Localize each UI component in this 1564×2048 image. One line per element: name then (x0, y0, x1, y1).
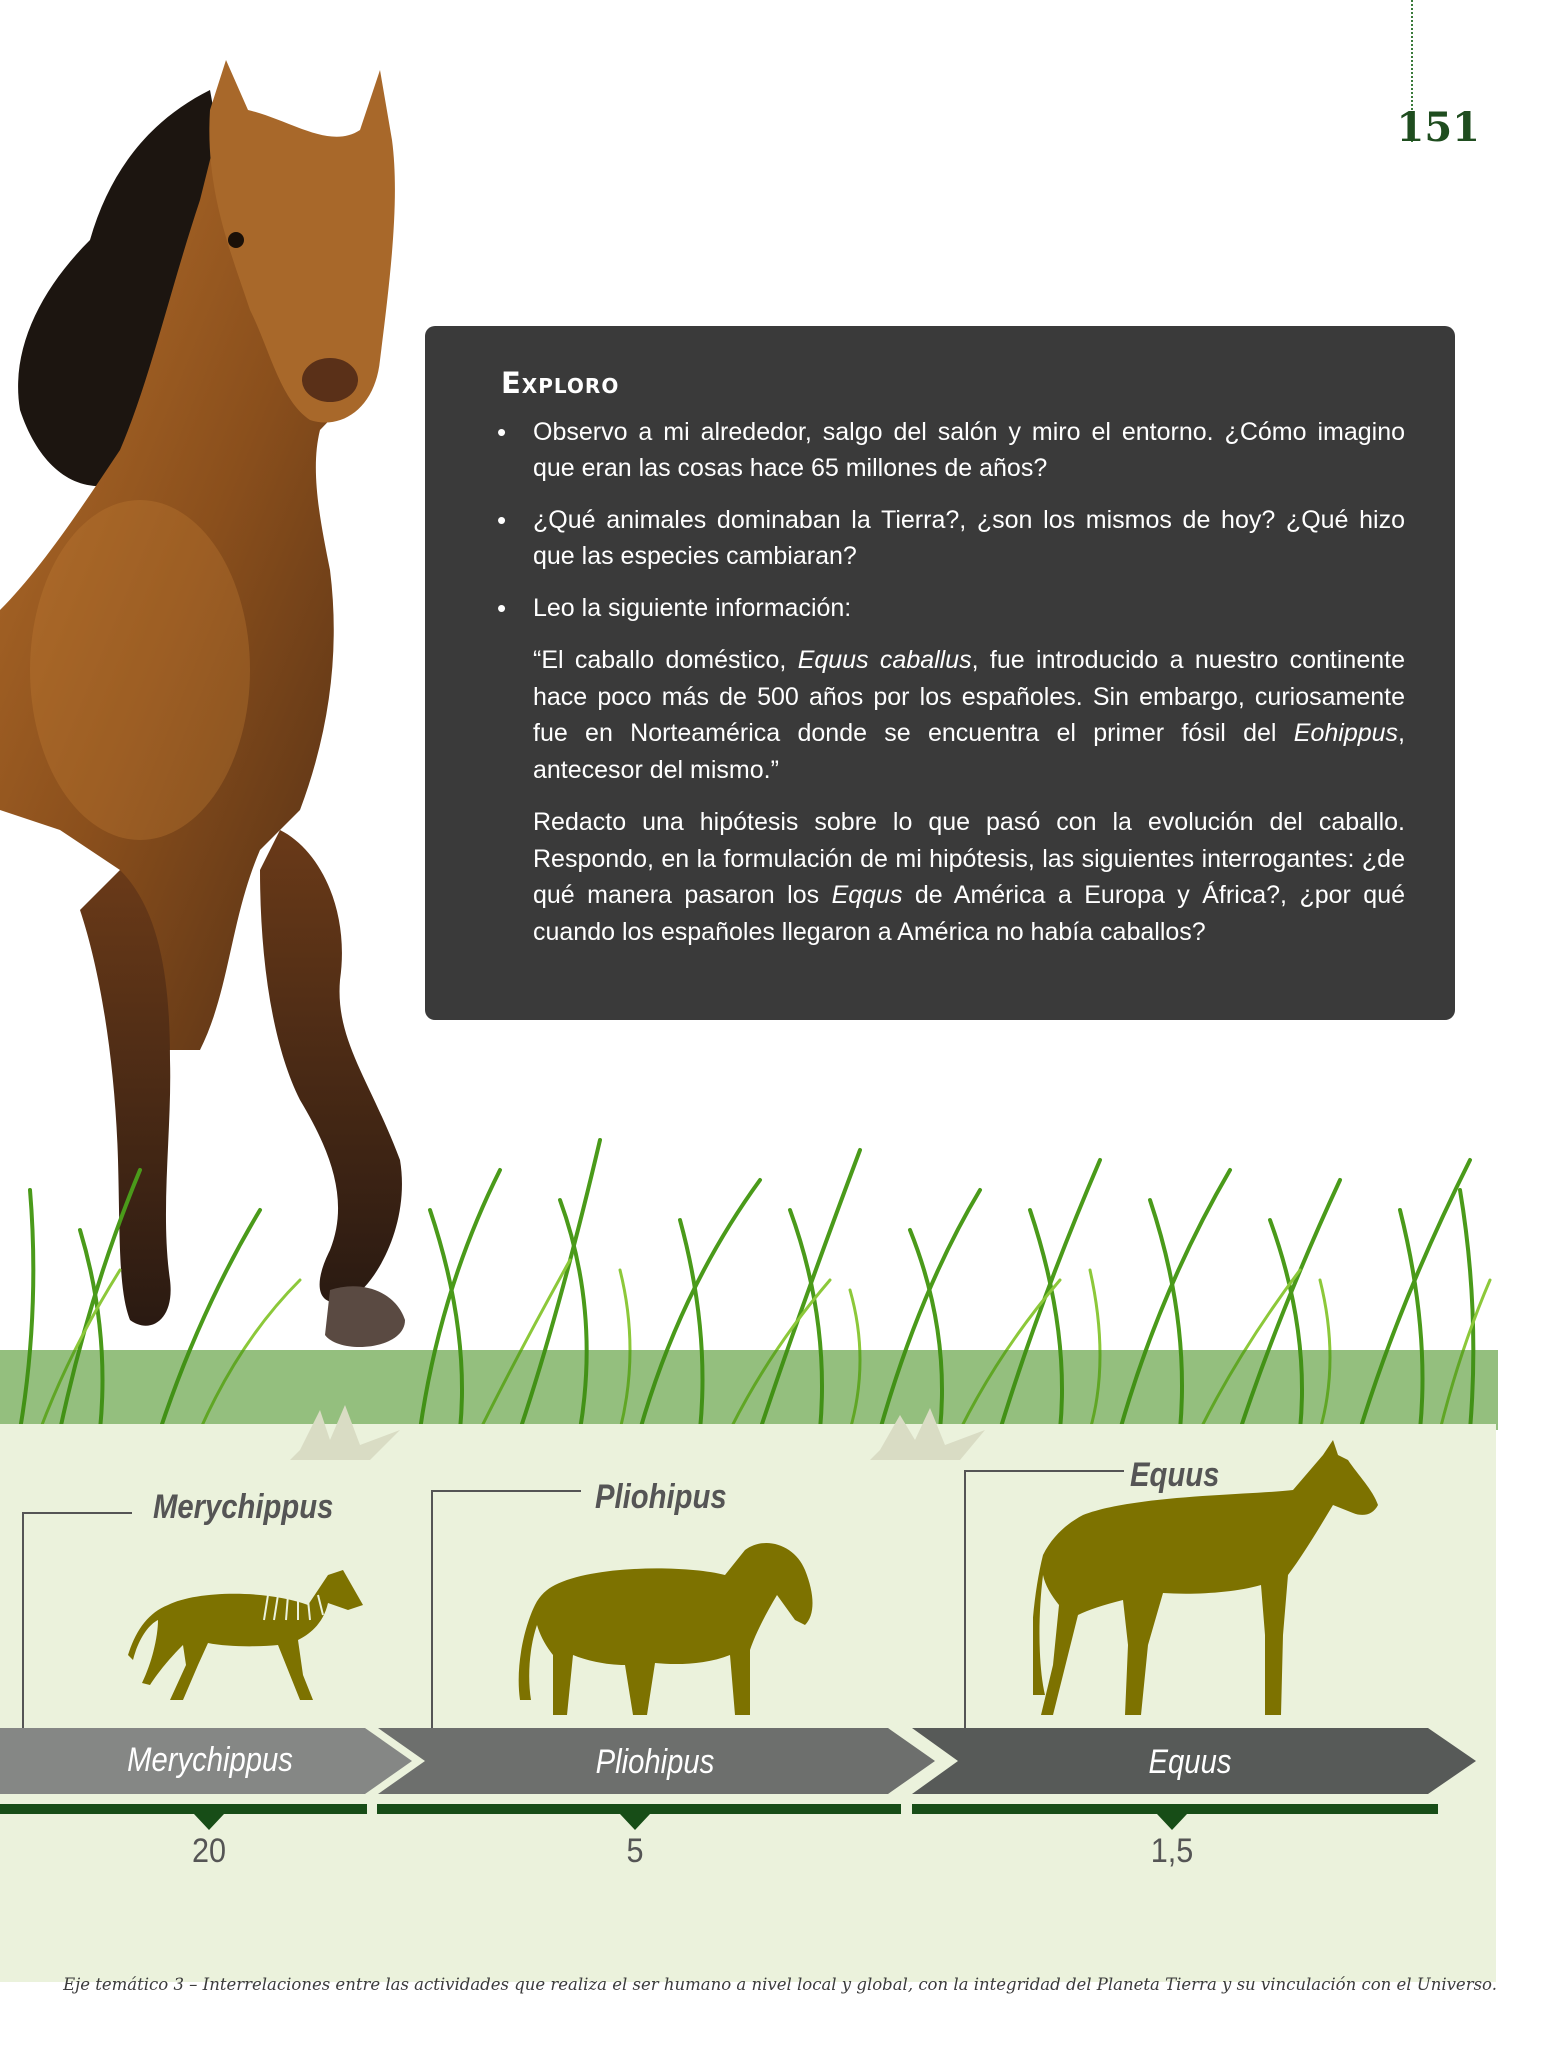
merychippus-silhouette (128, 1565, 368, 1705)
arrow-label-pliohipus: Pliohipus (595, 1743, 715, 1781)
list-item (497, 502, 1405, 574)
explore-bullet-list (497, 414, 1405, 626)
arrow-label-merychippus: Merychippus (127, 1741, 293, 1779)
task-paragraph (533, 804, 1405, 950)
task-text: Redacto una hipótesis sobre lo que pasó con la evolución del caballo. Respondo, en la formulación de mi hipótesis, las siguientes interrogantes: ¿de qué manera pasaron los (533, 808, 1405, 909)
age-label-equus: 1,5 (1150, 1832, 1194, 1870)
species-name: Equus caballus (797, 646, 972, 674)
bullet-text: ¿Qué animales dominaban la Tierra?, ¿son los mismos de hoy? ¿Qué hizo que las especies cambiaran? (533, 506, 1405, 570)
age-label-merychippus: 20 (191, 1832, 227, 1870)
time-bars (0, 1800, 1496, 1836)
equus-silhouette (1033, 1435, 1378, 1725)
time-marker (1157, 1814, 1187, 1830)
species-label-pliohipus: Pliohipus (595, 1478, 727, 1516)
task-text: de América a Europa y África?, ¿por qué cuando los españoles llegaron a América no había caballos? (533, 881, 1406, 946)
bullet-icon: • (497, 417, 507, 447)
leader-line (22, 1512, 132, 1734)
grass-strip (0, 1110, 1498, 1430)
explore-box (425, 326, 1455, 1020)
bullet-icon: • (497, 505, 507, 535)
horse-eye (228, 232, 244, 248)
species-label-equus: Equus (1130, 1456, 1220, 1494)
bullet-text: Observo a mi alrededor, salgo del salón y miro el entorno. ¿Cómo imagino que eran las cosas hace 65 millones de años? (533, 418, 1405, 482)
bullet-icon: • (497, 593, 507, 623)
arrow-label-equus: Equus (1148, 1743, 1232, 1781)
list-item (497, 414, 1405, 486)
list-item (497, 590, 1405, 626)
quote-text: “El caballo doméstico, (533, 646, 798, 674)
species-label-merychippus: Merychippus (153, 1488, 334, 1526)
footer-text: Eje temático 3 – Interrelaciones entre las actividades que realiza el ser humano a nivel local y global, con la integridad del Planeta Tierra y su vinculación con el Universo. (63, 1975, 1497, 1994)
age-label-pliohipus: 5 (626, 1832, 644, 1870)
page-number: 151 (1396, 104, 1480, 151)
species-name: Eqqus (831, 881, 903, 909)
time-marker (194, 1814, 224, 1830)
pliohipus-silhouette (515, 1525, 815, 1725)
quote-text: , antecesor del mismo.” (533, 719, 1405, 784)
explore-title: Exploro (501, 366, 620, 400)
bullet-text: Leo la siguiente información: (533, 594, 852, 622)
quote-text: , fue introducido a nuestro continente hace poco más de 500 años por los españoles. Sin embargo, curiosamente fue en Norteamérica donde se encuentra el primer fósil del (533, 646, 1405, 747)
species-name: Eohippus (1293, 719, 1399, 747)
quote-paragraph (533, 642, 1405, 788)
time-marker (620, 1814, 650, 1830)
